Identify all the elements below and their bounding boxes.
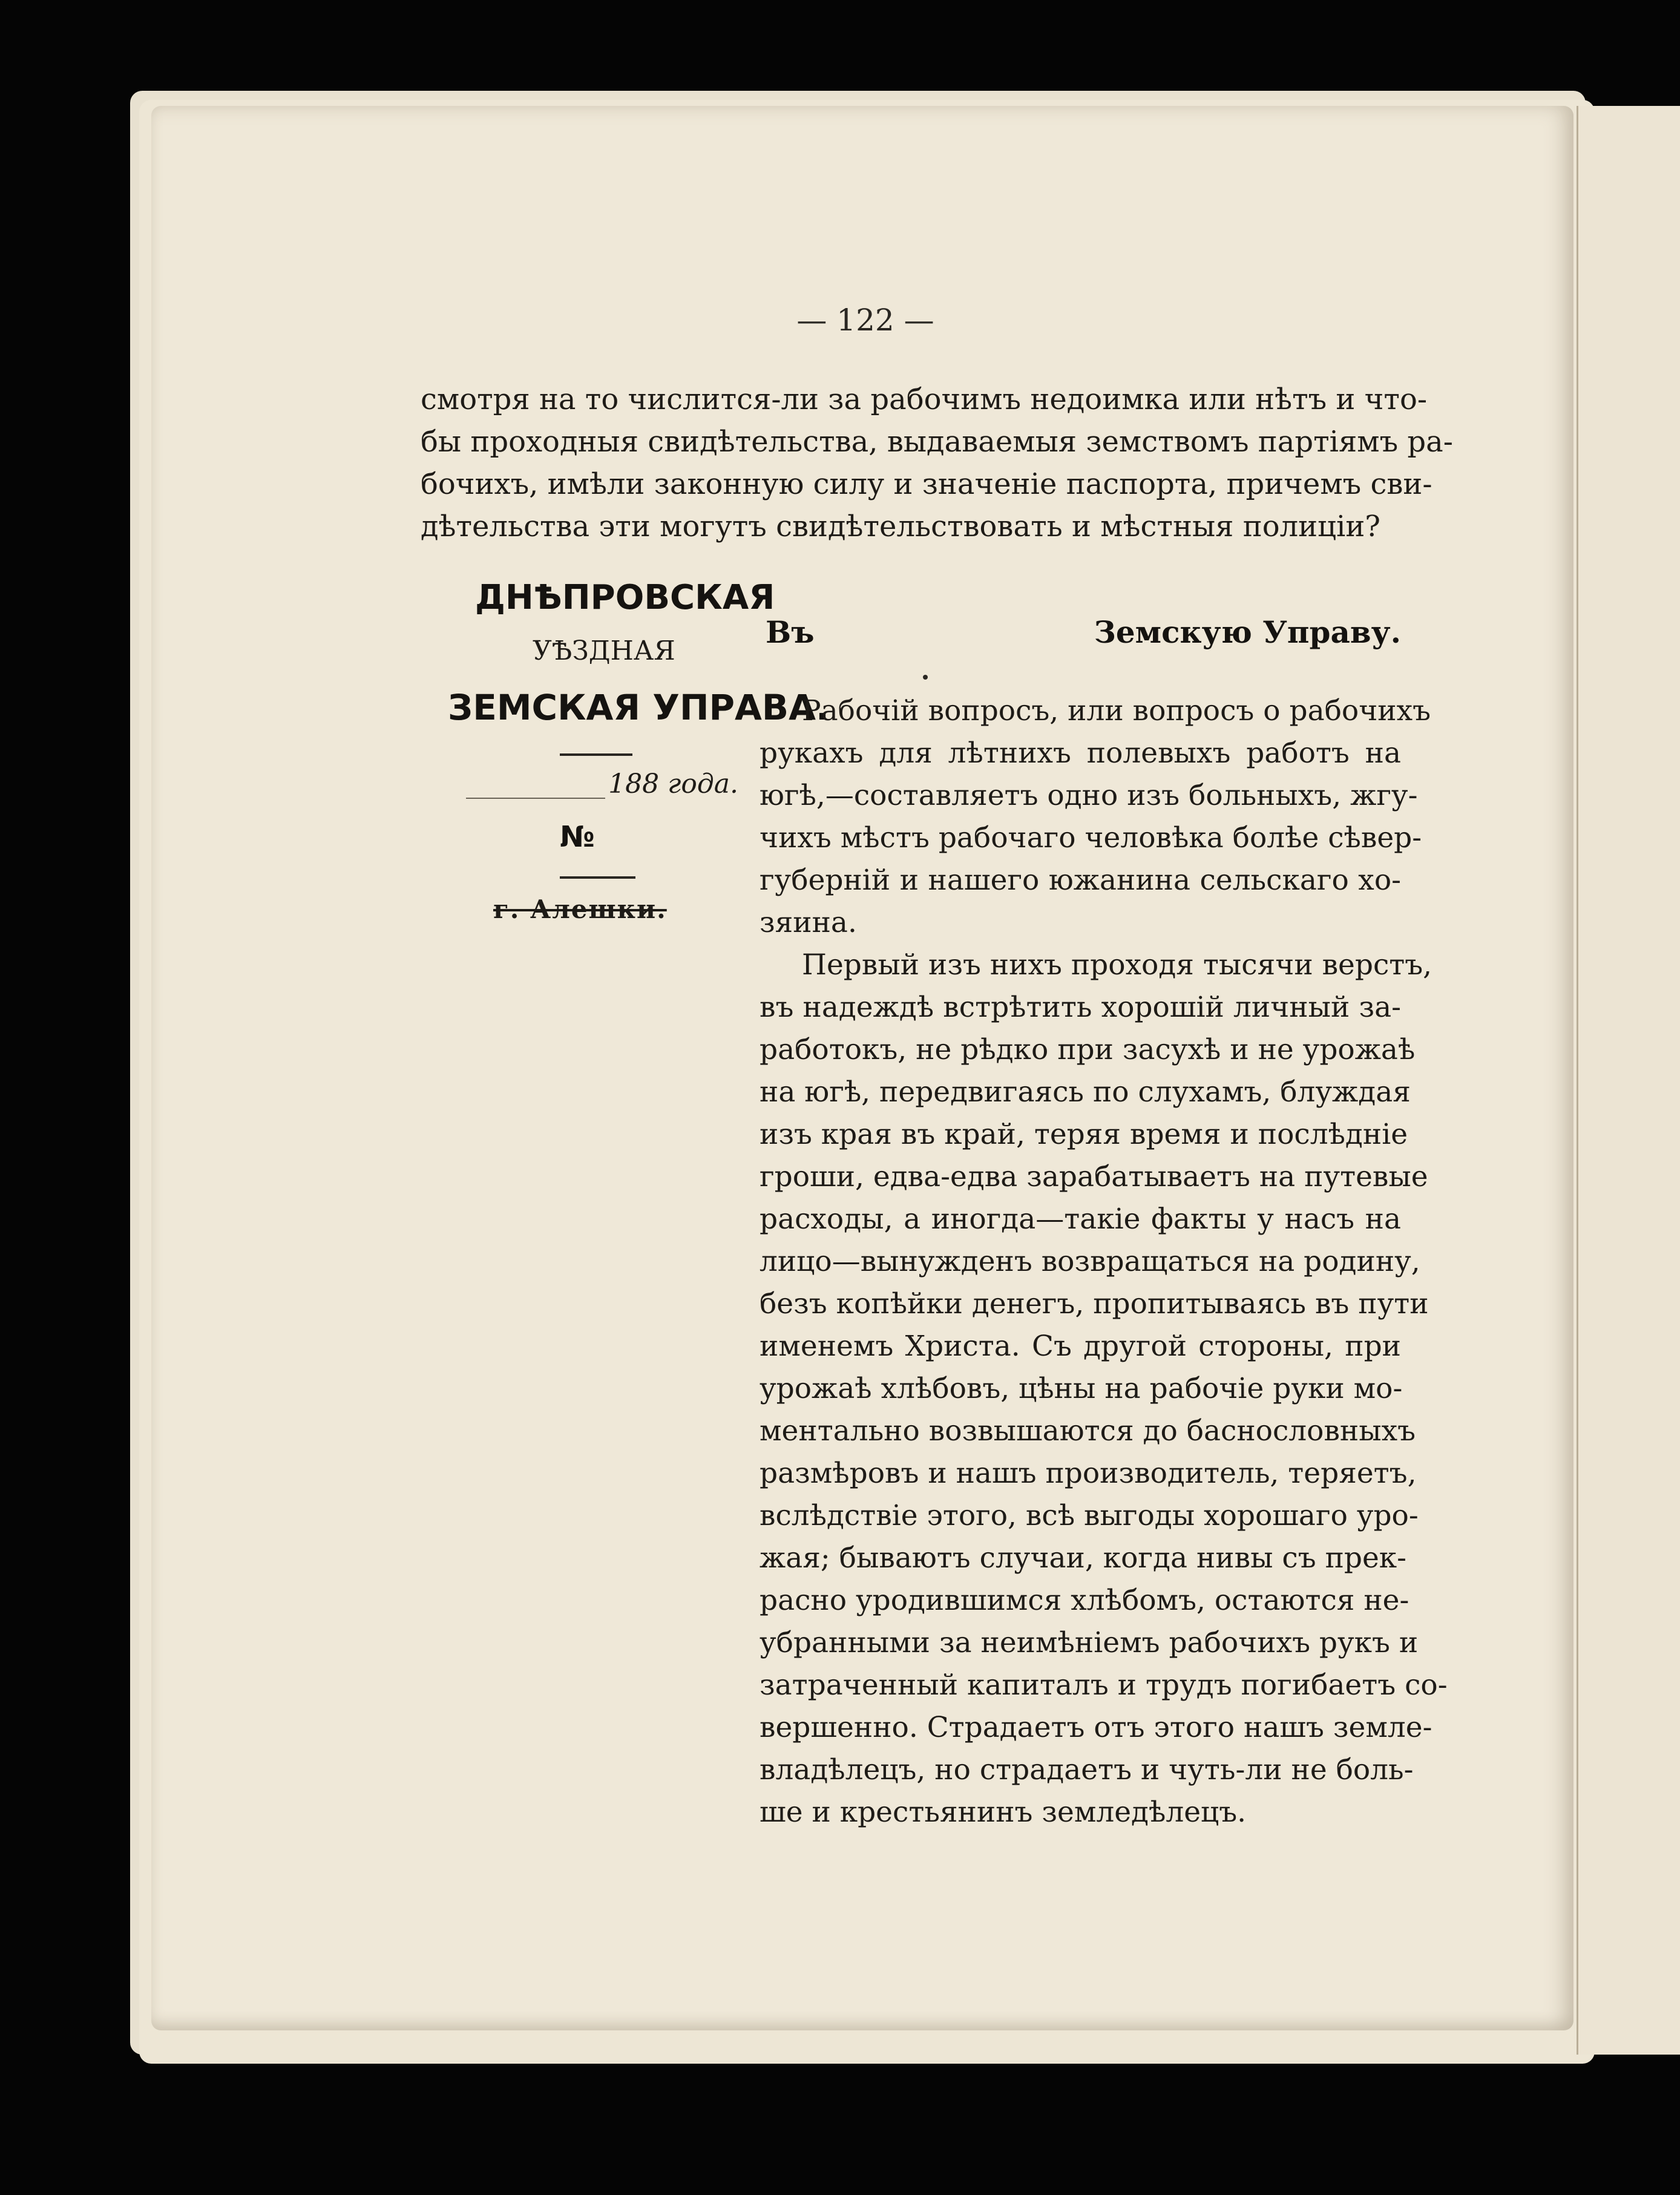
address-to: Въ [766, 614, 815, 650]
text-line: безъ копѣйки денегъ, пропитываясь въ пути [760, 1287, 1429, 1321]
text-line: жая; бываютъ случаи, когда нивы съ прек- [760, 1541, 1407, 1575]
text-line: лицо—вынужденъ возвращаться на родину, [760, 1245, 1420, 1278]
text-line: дѣтельства эти могутъ свидѣтельствовать и мѣстныя полиціи? [421, 510, 1381, 543]
text-line: гроши, едва-едва зарабатываетъ на путевые [760, 1160, 1428, 1193]
text-line: вслѣдствіе этого, всѣ выгоды хорошаго уро- [760, 1499, 1419, 1532]
date-blank [466, 798, 605, 799]
text-line: Рабочій вопросъ, или вопросъ о рабочихъ [802, 694, 1431, 727]
text-line: ше и крестьянинъ земледѣлецъ. [760, 1796, 1247, 1829]
text-line: расно уродившимся хлѣбомъ, остаются не- [760, 1584, 1409, 1617]
facing-page-edge [1577, 106, 1680, 2055]
text-line: изъ края въ край, теряя время и послѣдніе [760, 1118, 1408, 1151]
letterhead-uprava: ЗЕМСКАЯ УПРАВА. [448, 687, 830, 728]
text-line: ментально возвышаются до баснословныхъ [760, 1414, 1416, 1448]
text-line: чихъ мѣстъ рабочаго человѣка болѣе сѣвер- [760, 821, 1422, 855]
page-number: — 122 — [796, 303, 934, 338]
text-line: затраченный капиталъ и трудъ погибаетъ со- [760, 1668, 1448, 1702]
text-line: убранными за неимѣніемъ рабочихъ рукъ и [760, 1626, 1419, 1659]
address-line [766, 614, 1401, 650]
text-line: Первый изъ нихъ проходя тысячи верстъ, [802, 948, 1432, 982]
date-year: 188 [608, 769, 660, 799]
rule [560, 876, 635, 879]
date-line [466, 769, 738, 799]
text-line: въ надеждѣ встрѣтить хорошій личный за- [760, 991, 1401, 1024]
text-line: работокъ, не рѣдко при засухѣ и не урожаѣ [760, 1033, 1416, 1066]
text-line: размѣровъ и нашъ производитель, теряетъ, [760, 1457, 1417, 1490]
text-line: югѣ,—составляетъ одно изъ больныхъ, жгу- [760, 779, 1418, 812]
ink-dot [923, 675, 928, 680]
address-recipient: Земскую Управу. [1094, 614, 1401, 650]
text-line: бочихъ, имѣли законную силу и значеніе паспорта, причемъ сви- [421, 467, 1432, 501]
text-line: бы проходныя свидѣтельства, выдаваемыя земствомъ партіямъ ра- [421, 425, 1453, 459]
text-line: зяина. [760, 906, 857, 939]
letterhead-district: ДНѢПРОВСКАЯ [475, 578, 775, 617]
text-line: рукахъ для лѣтнихъ полевыхъ работъ на [760, 737, 1401, 770]
city-line: г. Алешки. [493, 894, 667, 924]
text-line: именемъ Христа. Съ другой стороны, при [760, 1330, 1401, 1363]
letterhead-uezd: УѢЗДНАЯ [533, 635, 675, 666]
text-line: урожаѣ хлѣбовъ, цѣны на рабочіе руки мо- [760, 1372, 1403, 1405]
text-line: расходы, а иногда—такіе факты у насъ на [760, 1202, 1401, 1236]
date-word: года. [668, 769, 738, 799]
text-line: на югѣ, передвигаясь по слухамъ, блуждая [760, 1075, 1411, 1109]
text-line: владѣлецъ, но страдаетъ и чуть-ли не боль- [760, 1753, 1414, 1787]
rule [560, 753, 632, 756]
text-line: смотря на то числится-ли за рабочимъ недоимка или нѣтъ и что- [421, 382, 1428, 416]
number-sign: № [560, 820, 595, 854]
text-line: вершенно. Страдаетъ отъ этого нашъ земле- [760, 1711, 1432, 1744]
text-line: губерній и нашего южанина сельскаго хо- [760, 864, 1401, 897]
